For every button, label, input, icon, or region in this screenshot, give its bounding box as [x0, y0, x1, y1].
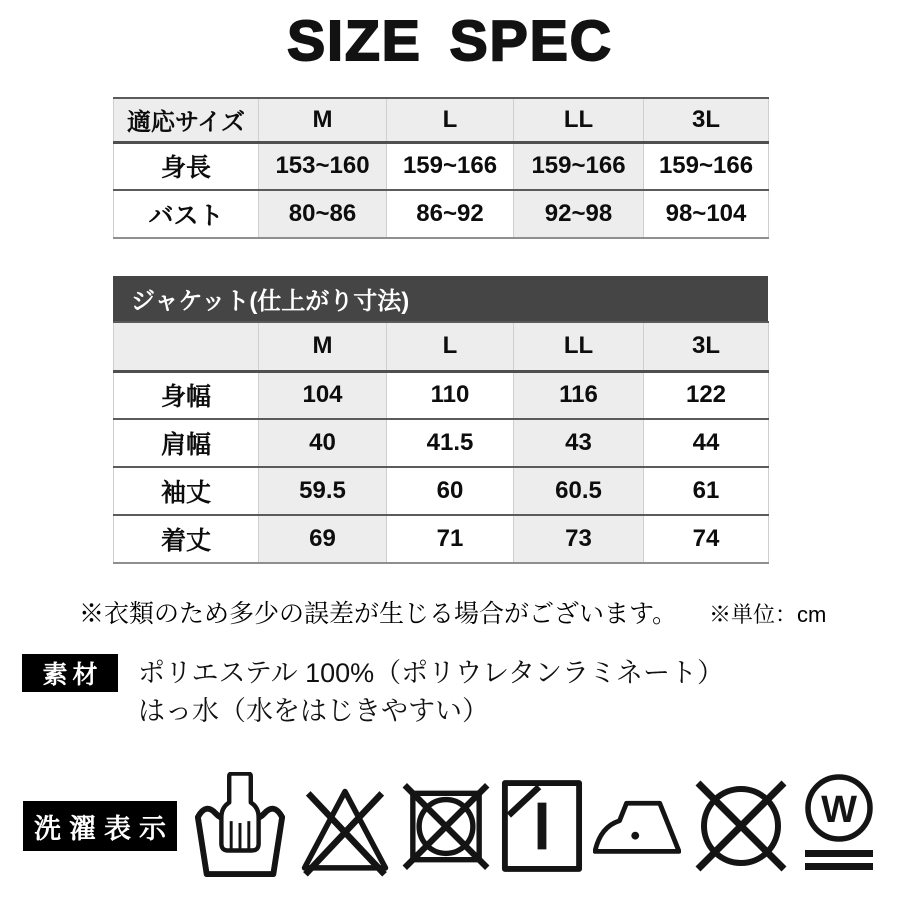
header-cell: LL	[514, 322, 644, 371]
size-cell: 43	[514, 419, 644, 467]
size-cell: 69	[259, 515, 387, 563]
size-cell: 40	[259, 419, 387, 467]
size-cell: 80~86	[259, 190, 387, 238]
material-description	[138, 654, 724, 730]
size-cell: 104	[259, 371, 387, 419]
row-label: バスト	[114, 190, 259, 238]
size-cell: 122	[644, 371, 769, 419]
table-row	[114, 190, 769, 238]
jacket-size-table	[113, 321, 769, 564]
size-cell: 59.5	[259, 467, 387, 515]
size-cell: 73	[514, 515, 644, 563]
size-cell: 71	[387, 515, 514, 563]
header-cell: M	[259, 98, 387, 142]
size-cell: 110	[387, 371, 514, 419]
line-dry-in-shade-icon	[501, 779, 583, 873]
size-cell: 98~104	[644, 190, 769, 238]
applicable-size-table	[113, 97, 769, 239]
size-cell: 116	[514, 371, 644, 419]
jacket-table-title: ジャケット(仕上がり寸法)	[113, 276, 768, 321]
size-spec-page	[0, 10, 900, 880]
row-label: 身幅	[114, 371, 259, 419]
size-cell: 92~98	[514, 190, 644, 238]
size-cell: 153~160	[259, 142, 387, 190]
row-label: 肩幅	[114, 419, 259, 467]
size-cell: 74	[644, 515, 769, 563]
table-row	[114, 142, 769, 190]
material-section	[22, 654, 900, 730]
size-cell: 41.5	[387, 419, 514, 467]
size-cell: 44	[644, 419, 769, 467]
header-cell: 3L	[644, 322, 769, 371]
table-header-row	[114, 322, 769, 371]
size-cell: 61	[644, 467, 769, 515]
table-row	[114, 419, 769, 467]
header-cell: 適応サイズ	[114, 98, 259, 142]
table-row	[114, 371, 769, 419]
header-cell: L	[387, 98, 514, 142]
size-cell: 159~166	[387, 142, 514, 190]
hand-wash-icon	[191, 772, 289, 880]
care-section	[23, 772, 900, 880]
wet-clean-letter: W	[821, 789, 857, 831]
table-row	[114, 467, 769, 515]
size-cell: 60.5	[514, 467, 644, 515]
table-row	[114, 515, 769, 563]
gentle-wet-clean-icon	[801, 774, 877, 878]
disclaimer-note: ※衣類のため多少の誤差が生じる場合がございます。	[79, 600, 678, 628]
size-cell: 159~166	[644, 142, 769, 190]
material-line: はっ水（水をはじきやすい）	[138, 696, 489, 726]
do-not-bleach-icon	[299, 775, 391, 878]
material-label-badge: 素材	[22, 654, 118, 692]
row-label: 袖丈	[114, 467, 259, 515]
unit-note: ※単位：cm	[709, 602, 827, 627]
notes-row	[79, 594, 900, 630]
header-cell: 3L	[644, 98, 769, 142]
iron-low-heat-icon	[593, 798, 681, 854]
size-cell: 60	[387, 467, 514, 515]
row-label: 着丈	[114, 515, 259, 563]
header-cell: L	[387, 322, 514, 371]
do-not-tumble-dry-icon	[401, 779, 491, 874]
page-title: SIZE SPEC	[287, 9, 613, 73]
do-not-dry-clean-icon	[691, 776, 791, 876]
row-label: 身長	[114, 142, 259, 190]
header-cell	[114, 322, 259, 371]
size-cell: 159~166	[514, 142, 644, 190]
header-cell: LL	[514, 98, 644, 142]
table-header-row	[114, 98, 769, 142]
material-line: ポリエステル 100%（ポリウレタンラミネート）	[138, 658, 725, 688]
size-cell: 86~92	[387, 190, 514, 238]
care-label-badge: 洗濯表示	[23, 801, 177, 851]
header-cell: M	[259, 322, 387, 371]
